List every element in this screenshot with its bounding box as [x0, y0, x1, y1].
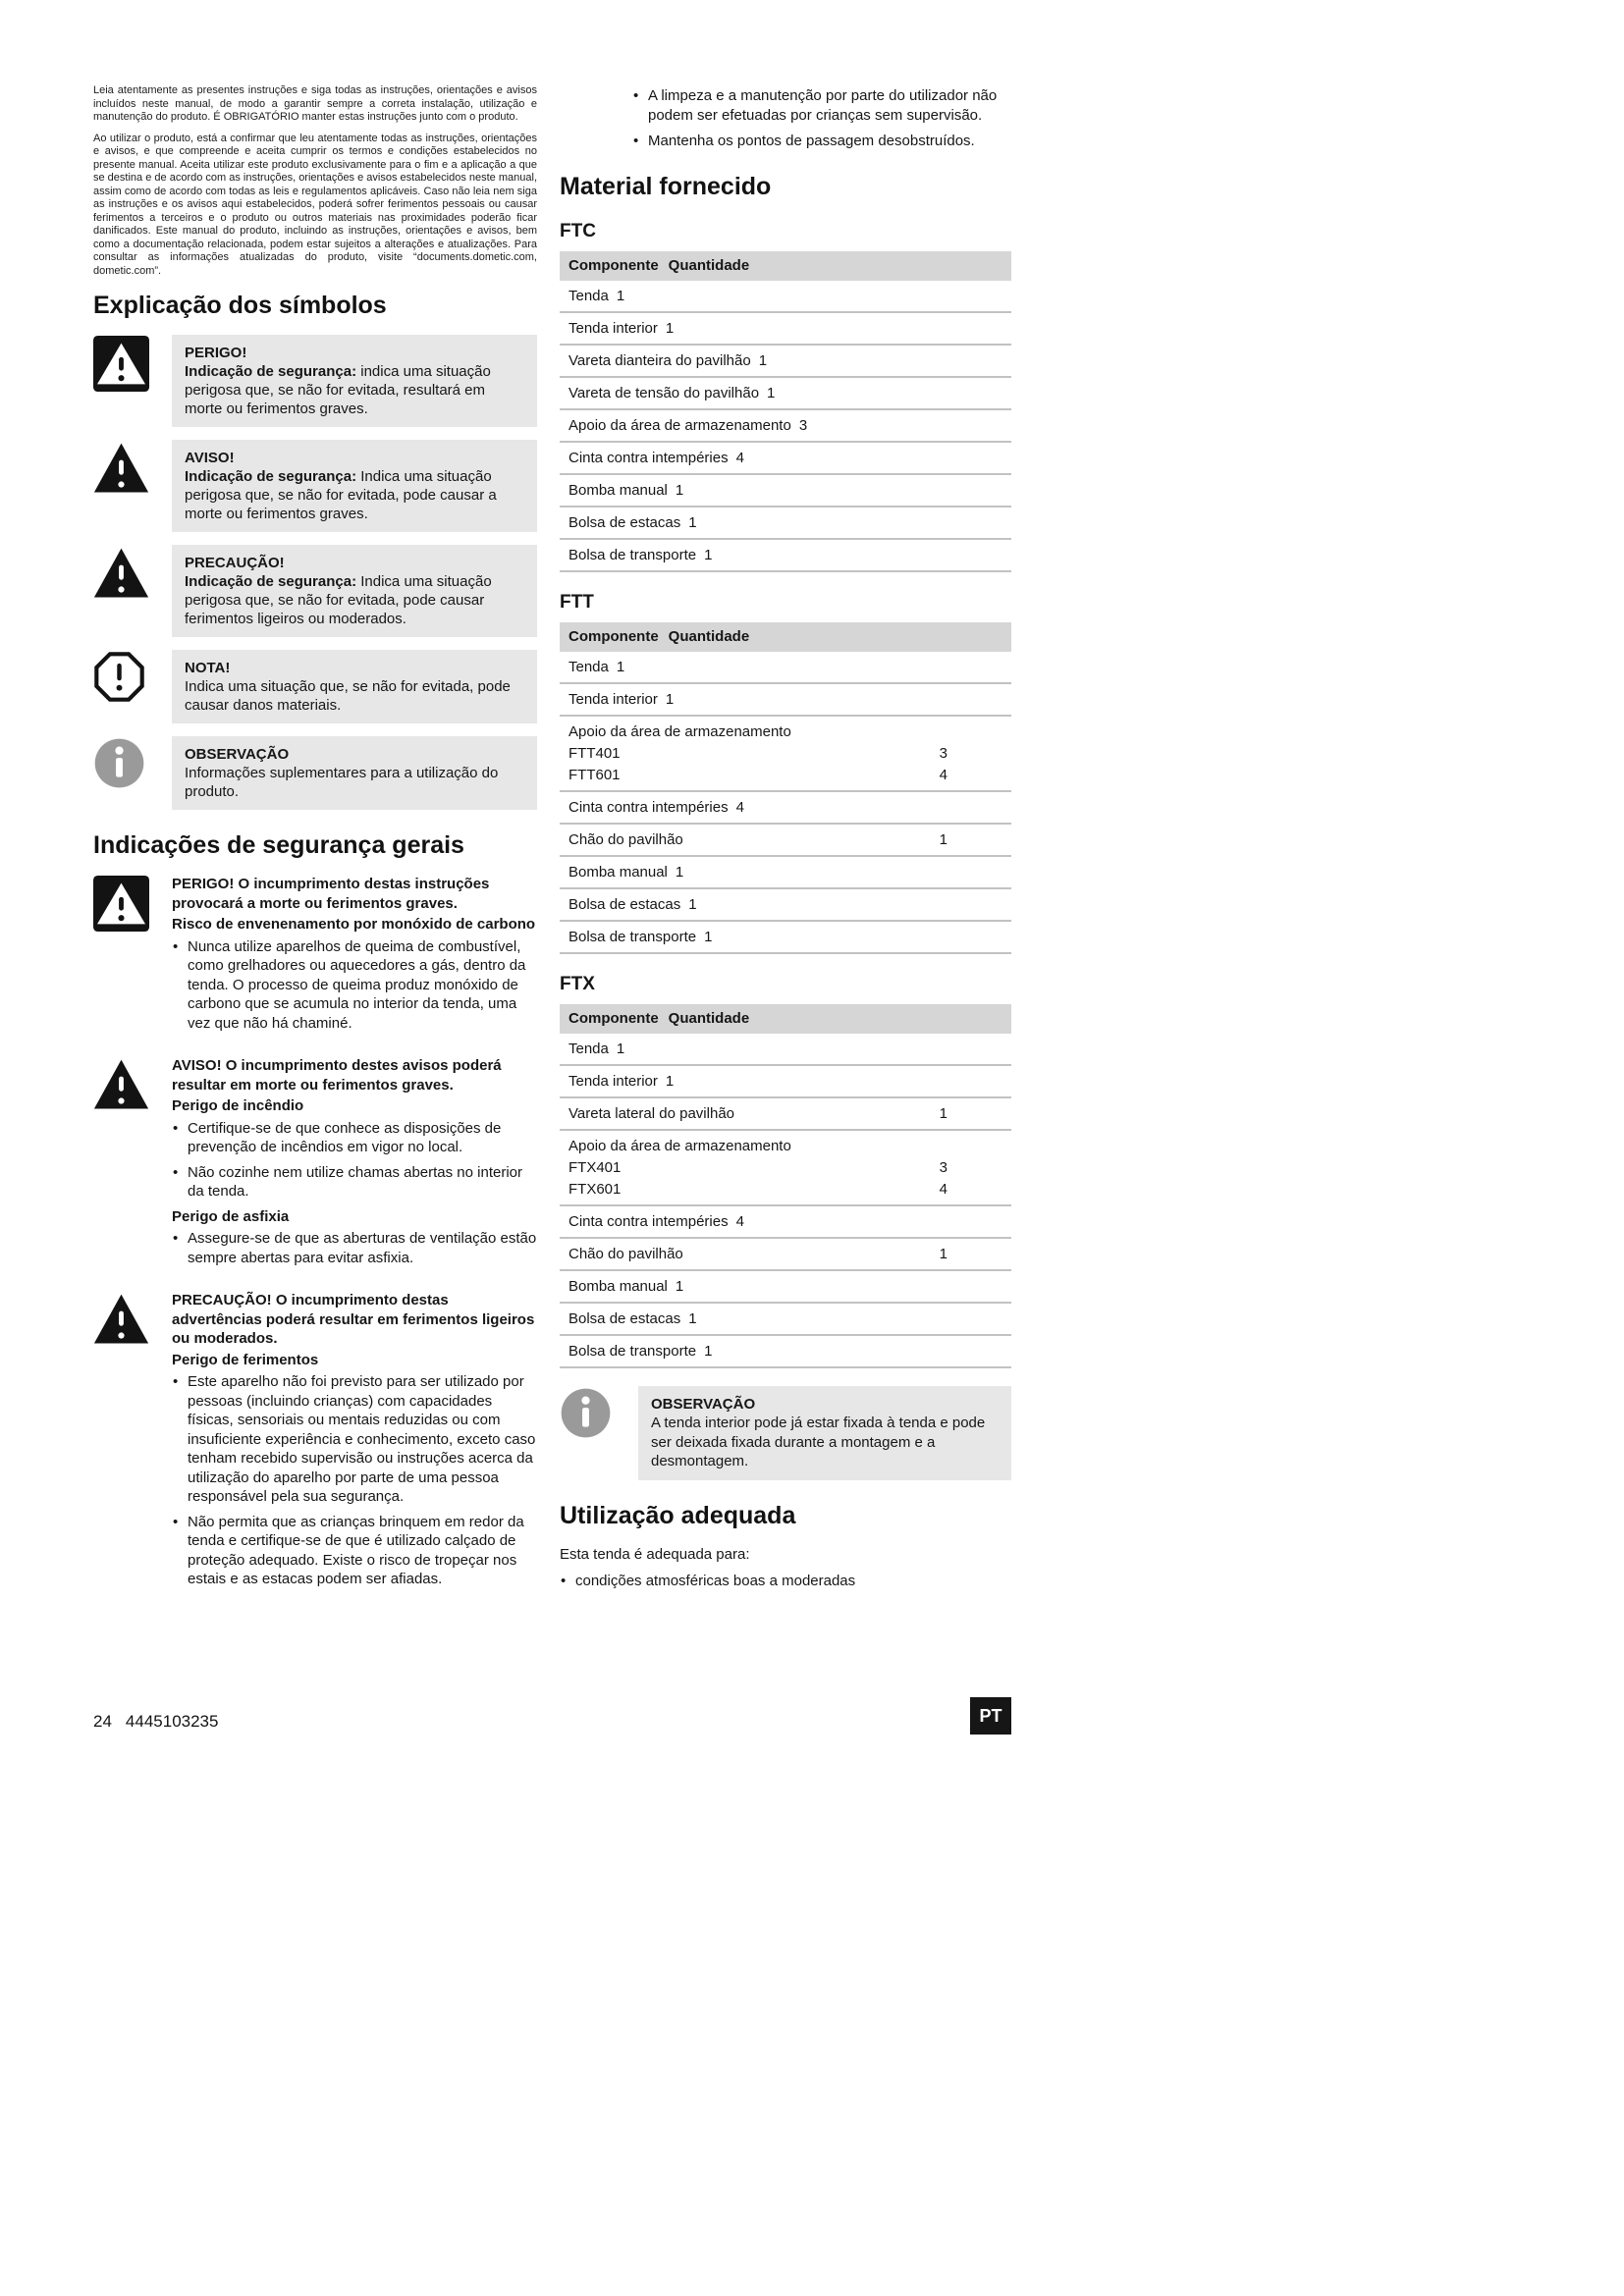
safety-block-precaucao — [93, 1291, 537, 1595]
component-qty: 1 — [675, 863, 684, 881]
symbol-body: Indica uma situação que, se não for evitada, pode causar danos materiais. — [185, 678, 511, 714]
symbol-lead: Indicação de segurança: — [185, 573, 357, 590]
table-row — [560, 652, 1011, 684]
component-name: Tenda interior — [568, 319, 658, 337]
safety-bullet: • Certifique-se de que conhece as disposições de prevenção de incêndios em vigor no local. — [172, 1119, 537, 1157]
component-qty: 1 — [688, 1309, 697, 1327]
component-qty: 1 — [704, 928, 713, 945]
symbol-title: PERIGO! — [185, 345, 247, 361]
safety-title: PRECAUÇÃO! O incumprimento destas advertências poderá resultar em ferimentos ligeiros ou moderados. — [172, 1292, 535, 1347]
safety-block-body — [172, 1291, 537, 1595]
table-row — [560, 825, 1011, 857]
table-row — [560, 507, 1011, 540]
component-qty: 4 — [939, 1180, 947, 1198]
table-row — [560, 346, 1011, 378]
symbol-body: Informações suplementares para a utilização do produto. — [185, 765, 499, 800]
care-bullet: • A limpeza e a manutenção por parte do utilizador não podem ser efetuadas por crianças sem supervisão. — [632, 86, 1011, 125]
component-name: Vareta dianteira do pavilhão — [568, 351, 751, 369]
column-header-quantidade: Quantidade — [668, 627, 750, 645]
component-name: Apoio da área de armazenamento — [568, 416, 791, 434]
component-name: Bolsa de transporte — [568, 546, 697, 563]
component-qty: 1 — [665, 319, 675, 337]
table-row — [560, 313, 1011, 346]
table-subrow — [568, 1155, 1002, 1177]
component-name: Chão do pavilhão — [568, 830, 683, 848]
component-name: Bolsa de transporte — [568, 928, 697, 945]
symbol-title: NOTA! — [185, 660, 231, 676]
section-title-material: Material fornecido — [560, 172, 772, 200]
symbol-box — [172, 335, 537, 427]
safety-subtitle: Perigo de incêndio — [172, 1097, 304, 1114]
component-name: Bolsa de estacas — [568, 1309, 681, 1327]
component-qty: 4 — [939, 766, 947, 783]
page-number: 24 — [93, 1712, 112, 1731]
component-qty: 1 — [939, 830, 947, 848]
component-qty: 1 — [675, 481, 684, 499]
component-name: Tenda — [568, 1040, 609, 1057]
symbol-lead: Indicação de segurança: — [185, 363, 357, 380]
table-row — [560, 1098, 1011, 1131]
table-subrow — [568, 1177, 1002, 1199]
component-group-name: Apoio da área de armazenamento — [568, 1137, 791, 1154]
care-bullet: • Mantenha os pontos de passagem desobstruídos. — [632, 132, 1011, 151]
safety-subtitle: Perigo de asfixia — [172, 1207, 290, 1225]
section-title-symbols: Explicação dos símbolos — [93, 292, 387, 319]
right-column — [560, 84, 1011, 1597]
symbol-item-perigo — [93, 335, 537, 427]
component-qty: 1 — [704, 546, 713, 563]
table-row — [560, 1034, 1011, 1066]
table-header-row — [560, 251, 1011, 281]
table-label-ftx: FTX — [560, 973, 595, 994]
symbol-item-aviso — [93, 440, 537, 532]
safety-bullet: • Este aparelho não foi previsto para ser utilizado por pessoas (incluindo crianças) com capacidades físicas, sensoriais ou mentais reduzidas ou com insuficiente experiência e conhecimento, exceto caso tenham recebido supervisão ou instruções acerca da utilização do aparelho por parte de uma pessoa responsável pela sua segurança. — [172, 1372, 537, 1507]
table-row — [560, 684, 1011, 717]
component-qty: 1 — [758, 351, 768, 369]
symbol-text — [185, 572, 524, 628]
usage-bullet: • condições atmosféricas boas a moderadas — [560, 1572, 1011, 1591]
component-qty: 1 — [665, 1072, 675, 1090]
table-row — [560, 540, 1011, 572]
component-qty: 1 — [675, 1277, 684, 1295]
component-qty: 4 — [735, 798, 744, 816]
symbol-text — [185, 467, 524, 523]
section-title-safety: Indicações de segurança gerais — [93, 831, 464, 859]
component-name: Bolsa de transporte — [568, 1342, 697, 1360]
component-name: Tenda interior — [568, 690, 658, 708]
intro-paragraph-1: Leia atentamente as presentes instruções e siga todas as instruções, orientações e avisos incluídos neste manual, de modo a garantir sempre a correta instalação, utilização e manutenção do produto. É OBRIGATÓRIO manter estas instruções junto com o produto. — [93, 84, 537, 123]
component-qty: 3 — [939, 744, 947, 762]
component-name: FTT601 — [568, 766, 621, 783]
left-column — [93, 84, 537, 1613]
table-row — [560, 1304, 1011, 1336]
symbol-title: PRECAUÇÃO! — [185, 555, 285, 571]
usage-bullet-list — [560, 1572, 1011, 1591]
symbol-text — [185, 362, 524, 418]
component-qty: 1 — [939, 1245, 947, 1262]
component-qty: 1 — [939, 1104, 947, 1122]
symbol-lead: Indicação de segurança: — [185, 468, 357, 485]
table-subrow — [568, 741, 1002, 763]
table-row — [560, 857, 1011, 889]
component-name: Tenda — [568, 287, 609, 304]
component-name: Bomba manual — [568, 1277, 668, 1295]
component-name: FTT401 — [568, 744, 621, 762]
table-row — [560, 443, 1011, 475]
table-row-group — [560, 717, 1011, 792]
safety-block-aviso — [93, 1056, 537, 1273]
note-observacao — [560, 1386, 1011, 1480]
table-row — [560, 922, 1011, 954]
symbol-body: Indica uma situação perigosa que, se não for evitada, pode causar a morte ou ferimentos graves. — [185, 468, 497, 522]
safety-bullet-list — [172, 1372, 537, 1589]
component-qty: 1 — [616, 1040, 625, 1057]
note-text: A tenda interior pode já estar fixada à tenda e pode ser deixada fixada durante a montagem e a desmontagem. — [651, 1415, 986, 1469]
safety-block-body — [172, 1056, 537, 1273]
stop-octagon-icon — [93, 650, 172, 723]
component-qty: 1 — [616, 287, 625, 304]
table-label-ftc: FTC — [560, 220, 596, 241]
warning-triangle-icon — [93, 440, 172, 532]
component-qty: 1 — [704, 1342, 713, 1360]
symbol-item-nota — [93, 650, 537, 723]
page-footer — [93, 1712, 218, 1732]
note-box — [638, 1386, 1011, 1480]
component-name: Cinta contra intempéries — [568, 449, 729, 466]
component-name: Tenda interior — [568, 1072, 658, 1090]
table-header-row — [560, 1004, 1011, 1034]
component-name: Chão do pavilhão — [568, 1245, 683, 1262]
symbol-item-observacao — [93, 736, 537, 810]
component-name: Bolsa de estacas — [568, 513, 681, 531]
component-name: FTX401 — [568, 1158, 622, 1176]
table-row — [560, 378, 1011, 410]
table-label-ftt: FTT — [560, 591, 594, 613]
safety-subtitle: Risco de envenenamento por monóxido de carbono — [172, 916, 536, 933]
component-qty: 3 — [798, 416, 808, 434]
component-name: FTX601 — [568, 1180, 622, 1198]
table-row — [560, 792, 1011, 825]
care-bullet-list — [560, 86, 1011, 151]
table-row-group — [560, 1131, 1011, 1206]
symbol-body: indica uma situação perigosa que, se não for evitada, resultará em morte ou ferimentos graves. — [185, 363, 491, 417]
info-icon — [93, 736, 172, 810]
danger-square-icon — [93, 875, 172, 1039]
symbol-title: OBSERVAÇÃO — [185, 746, 290, 763]
safety-bullet: • Não cozinhe nem utilize chamas abertas no interior da tenda. — [172, 1163, 537, 1201]
table-row — [560, 1066, 1011, 1098]
component-name: Vareta de tensão do pavilhão — [568, 384, 760, 401]
section-title-usage: Utilização adequada — [560, 1501, 796, 1529]
symbol-box — [172, 545, 537, 637]
safety-bullet-list — [172, 1119, 537, 1201]
table-row — [560, 281, 1011, 313]
warning-triangle-icon — [93, 1056, 172, 1273]
component-qty: 1 — [688, 895, 697, 913]
component-qty: 3 — [939, 1158, 947, 1176]
component-group-name: Apoio da área de armazenamento — [568, 722, 791, 740]
table-row — [560, 1271, 1011, 1304]
table-row — [560, 1239, 1011, 1271]
symbol-box — [172, 650, 537, 723]
component-name: Bomba manual — [568, 481, 668, 499]
info-icon — [560, 1386, 638, 1480]
safety-bullet: • Não permita que as crianças brinquem em redor da tenda e certifique-se de que é utilizado calçado de proteção adequado. Existe o risco de tropeçar nos estais e as estacas podem ser afiadas. — [172, 1513, 537, 1589]
language-badge: PT — [970, 1697, 1011, 1735]
component-qty: 4 — [735, 449, 744, 466]
component-name: Vareta lateral do pavilhão — [568, 1104, 734, 1122]
component-name: Cinta contra intempéries — [568, 798, 729, 816]
column-header-quantidade: Quantidade — [668, 1009, 750, 1027]
table-row — [560, 889, 1011, 922]
safety-bullet: • Assegure-se de que as aberturas de ventilação estão sempre abertas para evitar asfixia. — [172, 1229, 537, 1267]
component-qty: 1 — [767, 384, 776, 401]
warning-triangle-icon — [93, 545, 172, 637]
warning-triangle-icon — [93, 1291, 172, 1595]
component-qty: 4 — [735, 1212, 744, 1230]
intro-paragraph-2: Ao utilizar o produto, está a confirmar que leu atentamente todas as instruções, orientações e avisos, e que compreende e aceita cumprir os termos e condições estabelecidos no presente manual. Aceita utilizar este produto exclusivamente para o fim e a aplicação a que se destina e de acordo com as instruções, orientações e avisos estabelecidos neste manual, assim como de acordo com todas as leis e regulamentos aplicáveis. Caso não leia nem siga as instruções e os avisos aqui estabelecidos, poderá sofrer ferimentos pessoais ou causar ferimentos a terceiros e o produto ou outros materiais nas proximidades poderão ficar danificados. Este manual do produto, incluindo as instruções, orientações e avisos, bem como a documentação relacionada, podem estar sujeitos a alterações e atualizações. Para consultar as informações atualizadas do produto, visite “documents.dometic.com, dometic.com”. — [93, 132, 537, 277]
component-name: Bolsa de estacas — [568, 895, 681, 913]
component-name: Cinta contra intempéries — [568, 1212, 729, 1230]
symbol-title: AVISO! — [185, 450, 235, 466]
table-row — [560, 1336, 1011, 1368]
table-row — [560, 1206, 1011, 1239]
safety-block-body — [172, 875, 537, 1039]
component-qty: 1 — [688, 513, 697, 531]
symbol-box — [172, 440, 537, 532]
danger-square-icon — [93, 335, 172, 427]
table-row — [560, 410, 1011, 443]
symbol-item-precaucao — [93, 545, 537, 637]
table-header-row — [560, 622, 1011, 652]
safety-title: PERIGO! O incumprimento destas instruções provocará a morte ou ferimentos graves. — [172, 876, 490, 912]
table-subrow — [568, 763, 1002, 784]
document-number: 4445103235 — [125, 1712, 219, 1731]
safety-bullet: • Nunca utilize aparelhos de queima de combustível, como grelhadores ou aquecedores a gás, dentro da tenda. O processo de queima produz monóxido de carbono que se acumula no interior da tenda, uma vez que não há chaminé. — [172, 937, 537, 1034]
column-header-componente: Componente — [568, 256, 659, 274]
component-qty: 1 — [616, 658, 625, 675]
ftt-table — [560, 622, 1011, 954]
symbol-box — [172, 736, 537, 810]
ftc-table — [560, 251, 1011, 572]
safety-bullet-list — [172, 937, 537, 1034]
column-header-componente: Componente — [568, 1009, 659, 1027]
safety-bullet-list — [172, 1229, 537, 1267]
symbol-body: Indica uma situação perigosa que, se não for evitada, pode causar ferimentos ligeiros ou moderados. — [185, 573, 492, 627]
safety-title: AVISO! O incumprimento destes avisos poderá resultar em morte ou ferimentos graves. — [172, 1057, 502, 1094]
safety-subtitle: Perigo de ferimentos — [172, 1351, 319, 1368]
component-qty: 1 — [665, 690, 675, 708]
component-name: Tenda — [568, 658, 609, 675]
component-name: Bomba manual — [568, 863, 668, 881]
ftx-table — [560, 1004, 1011, 1368]
safety-block-perigo — [93, 875, 537, 1039]
note-title: OBSERVAÇÃO — [651, 1395, 756, 1413]
table-row — [560, 475, 1011, 507]
column-header-quantidade: Quantidade — [668, 256, 750, 274]
usage-intro: Esta tenda é adequada para: — [560, 1545, 750, 1563]
column-header-componente: Componente — [568, 627, 659, 645]
